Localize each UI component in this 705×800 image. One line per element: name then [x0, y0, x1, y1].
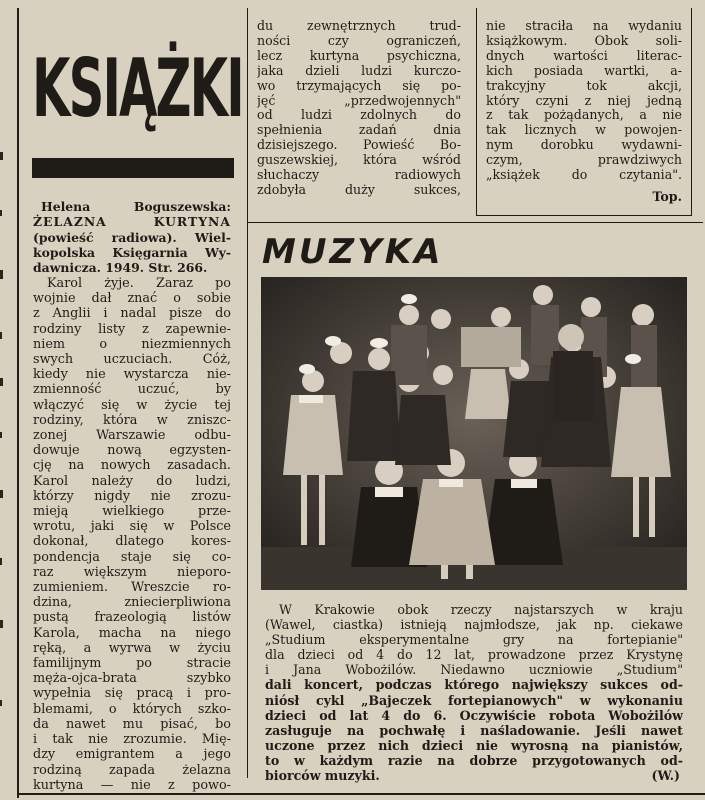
text-line: wo trzymających się po- — [257, 78, 461, 93]
text-line: tak licznych w powojen- — [486, 123, 682, 138]
review-column-3 — [486, 19, 682, 183]
text-line: od ludzi zdolnych do — [257, 108, 461, 123]
text-line: uczone przez nich dzieci nie wyrosną na pianistów, — [265, 737, 683, 753]
text-line: cję na nowych zasadach. — [33, 458, 231, 474]
text-line: rodziny, która w zniszc- — [33, 412, 231, 428]
rule-bottom — [18, 793, 705, 795]
text-line: zasługuje na pochwałę i naśladowanie. Jeśli nawet — [265, 722, 683, 738]
text-line: niem o niezmiennych — [33, 336, 231, 352]
section-title-music: MUZYKA — [262, 232, 444, 272]
text-line: dokonał, dlatego kores- — [33, 534, 231, 550]
text-line: pustą frazeologią listów — [33, 610, 231, 626]
music-signature: (W.) — [651, 768, 680, 783]
bib-line: dawnicza. 1949. Str. 266. — [33, 260, 208, 276]
text-line: blemami, o których szko- — [33, 701, 231, 717]
bib-line: Helena Boguszewska: — [41, 199, 231, 214]
text-line: dzina, zniecierpliwiona — [33, 595, 231, 611]
text-line: nie straciła na wydaniu — [486, 19, 682, 33]
text-line: trakcyjny tok akcji, — [486, 78, 682, 93]
text-line: z Anglii i nadal pisze do — [33, 306, 231, 322]
text-line: który czyni z niej jedną — [486, 93, 682, 108]
text-line: kurtyna — nie z powo- — [33, 777, 231, 793]
text-line: Karol żyje. Zaraz po — [47, 276, 231, 291]
text-line: du zewnętrznych trud- — [257, 19, 461, 33]
text-line: ności czy ograniczeń, — [257, 33, 461, 48]
text-line: guszewskiej, która wśród — [257, 153, 461, 168]
text-line: da nawet mu pisać, bo — [33, 716, 231, 732]
text-line: Karola, macha na niego — [33, 625, 231, 641]
text-line: niósł cykl „Bajeczek fortepianowych" w wykonaniu — [265, 692, 683, 708]
text-line: raz większym nieporo- — [33, 564, 231, 580]
text-line: włączyć się w życie tej — [33, 397, 231, 413]
text-line: zumieniem. Wreszcie ro- — [33, 580, 231, 596]
text-line: familijnym po stracie — [33, 656, 231, 672]
text-line: i Jana Wobożilów. Niedawno uczniowie „Studium" — [265, 662, 683, 678]
title-underline-bar — [32, 158, 234, 178]
text-line: wrotu, jaki się w Polsce — [33, 519, 231, 535]
text-line: ręką, a wyrwa w życiu — [33, 640, 231, 656]
text-line: męża-ojca-brata szybko — [33, 671, 231, 687]
text-line: kich posiada wartki, a- — [486, 63, 682, 78]
text-line: lecz kurtyna psychiczna, — [257, 48, 461, 63]
rule-right-vertical — [691, 8, 692, 216]
text-line: dali koncert, podczas którego największy sukces od- — [265, 677, 683, 693]
text-line: pondencja staje się co- — [33, 549, 231, 565]
text-line: mieją wielkiego prze- — [33, 504, 231, 520]
text-line: zmienność uczuć, by — [33, 382, 231, 398]
text-line: i tak nie zrozumie. Mię- — [33, 732, 231, 748]
text-line: wojnie dał znać o sobie — [33, 291, 231, 307]
text-line: jaka dzieli ludzi kurczo- — [257, 63, 461, 78]
text-line: nym dorobku wydawni- — [486, 138, 682, 153]
photo-illustration — [261, 277, 687, 590]
text-line: swych uczuciach. Cóż, — [33, 352, 231, 368]
text-line: czym, prawdziwych — [486, 153, 682, 168]
bib-line: ŻELAZNA KURTYNA — [33, 214, 231, 230]
text-line: którzy nigdy nie zrozu- — [33, 488, 231, 504]
text-line: książkowym. Obok soli- — [486, 33, 682, 48]
review-column-1 — [33, 276, 231, 793]
text-line: biorców muzyki. — [265, 768, 380, 784]
text-line: W Krakowie obok rzeczy najstarszych w kraju — [279, 602, 683, 617]
text-line: dzy emigrantem a jego — [33, 747, 231, 763]
text-line: kiedy nie wystarcza nie- — [33, 367, 231, 383]
text-line: zdobyła duży sukces, — [257, 182, 461, 197]
text-line: dnych wartości literac- — [486, 48, 682, 63]
review-column-2 — [257, 19, 461, 198]
text-line: to w każdym razie na dobrze przygotowanych od- — [265, 752, 683, 768]
rule-left-vertical — [17, 8, 19, 798]
text-line: rodziny listy z zapewnie- — [33, 321, 231, 337]
text-line: jęć „przedwojennych" — [257, 93, 461, 108]
text-line: „Studium eksperymentalne gry na fortepianie" — [265, 632, 683, 648]
text-line: z tak pożądanych, a nie — [486, 108, 682, 123]
text-line: słuchaczy radiowych — [257, 168, 461, 183]
rule-col3-vertical — [476, 8, 477, 216]
text-line: dzieci od lat 4 do 6. Oczywiście robota Wobożilów — [265, 707, 683, 723]
review-signature: Top. — [652, 189, 682, 204]
text-line: wypełnia się pracą i pro- — [33, 686, 231, 702]
adjacent-column-edge — [0, 60, 6, 764]
text-line: spełnienia zadań dnia — [257, 123, 461, 138]
text-line: Karol należy do ludzi, — [33, 473, 231, 489]
rule-col2-vertical — [247, 8, 248, 778]
text-line: zonej Warszawie odbu- — [33, 428, 231, 444]
bib-line: kopolska Księgarnia Wy- — [33, 244, 231, 260]
section-title-books: KSIĄŻKI — [32, 42, 243, 135]
text-line: dla dzieci od 4 do 12 lat, prowadzone przez Krystynę — [265, 647, 683, 663]
music-article-text — [265, 602, 683, 783]
book-bibliography — [33, 199, 231, 275]
bib-line: (powieść radiowa). Wiel- — [33, 229, 231, 245]
rule-music-top — [247, 222, 703, 223]
text-line: (Wawel, ciastka) istnieją najmłodsze, jak np. ciekawe — [265, 617, 683, 633]
rule-col3-bottom — [476, 215, 691, 216]
text-line: dowuje nową egzysten- — [33, 443, 231, 459]
text-line: rodziną zapada żelazna — [33, 762, 231, 778]
children-group-photo — [261, 277, 687, 590]
text-line: „książek do czytania". — [486, 168, 682, 183]
text-line: dzisiejszego. Powieść Bo- — [257, 138, 461, 153]
